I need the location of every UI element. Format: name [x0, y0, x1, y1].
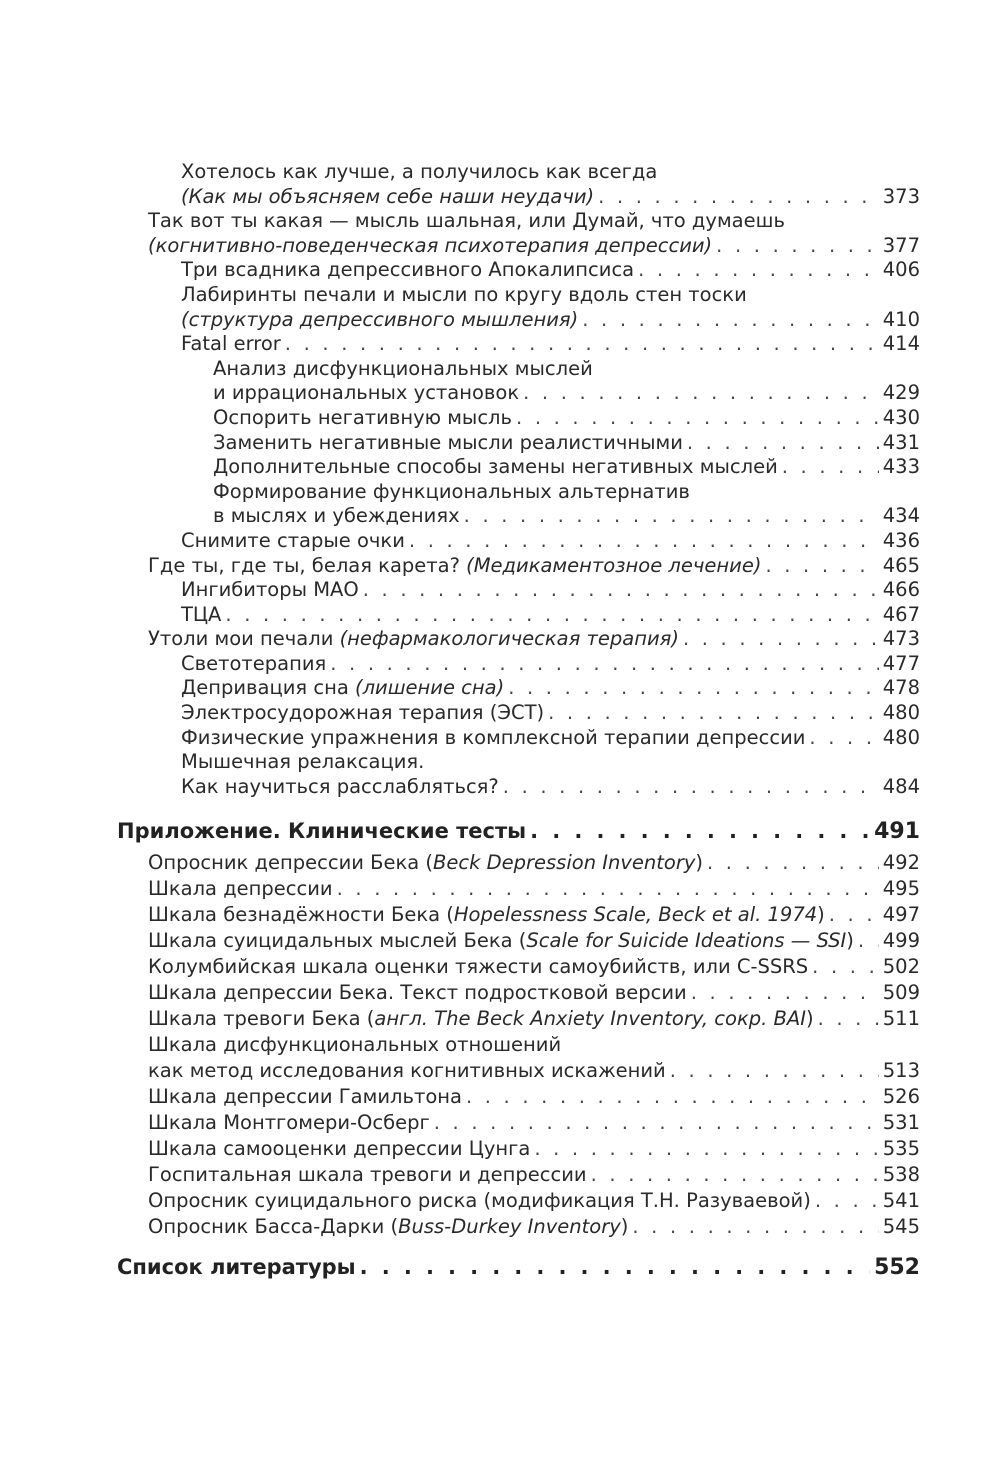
dot-leader	[330, 652, 879, 677]
toc-page-number: 509	[882, 981, 920, 1004]
dot-leader	[466, 1084, 879, 1110]
toc-entry	[0, 381, 1000, 406]
toc-page-number: 429	[882, 381, 920, 405]
toc-heading-title: Список литературы	[117, 1255, 356, 1279]
dot-leader	[523, 381, 879, 406]
toc-entry-title: Шкала депрессии Гамильтона	[148, 1085, 462, 1108]
toc-entry-subtitle: (Как мы объясняем себе наши неудачи)	[181, 184, 595, 208]
dot-leader	[508, 676, 879, 701]
toc-section-depression	[0, 160, 1000, 799]
toc-entry-title: Опросник депрессии Бека (Beck Depression Inventory)	[148, 851, 703, 874]
dot-leader	[691, 980, 879, 1006]
toc-entry	[0, 928, 1000, 954]
toc-entry-title: Снимите старые очки	[181, 528, 405, 552]
toc-entry	[0, 1214, 1000, 1240]
dot-leader	[530, 816, 870, 846]
dot-leader	[598, 185, 879, 210]
toc-entry-title: Так вот ты какая — мысль шальная, или Думай, что думаешь	[148, 209, 785, 233]
toc-entry-title: Оспорить негативную мысль	[213, 405, 513, 429]
toc-entry-title: Шкала тревоги Бека (англ. The Beck Anxiety Inventory, сокр. BAI)	[148, 1007, 814, 1030]
dot-leader	[716, 234, 879, 259]
toc-entry	[0, 1058, 1000, 1084]
toc-page-number: 526	[882, 1085, 920, 1108]
toc-entry-title: Лабиринты печали и мысли по кругу вдоль стен тоски	[181, 282, 747, 306]
toc-entry-title: Анализ дисфункциональных мыслей	[213, 356, 593, 380]
toc-entry-title: Шкала суицидальных мыслей Бека (Scale for Suicide Ideations — SSI)	[148, 929, 854, 952]
toc-page-number: 535	[882, 1137, 920, 1160]
toc-entry-title: Шкала Монтгомери-Осберг	[148, 1111, 430, 1134]
toc-entry	[0, 701, 1000, 726]
toc-entry	[0, 954, 1000, 980]
toc-entry	[0, 1188, 1000, 1214]
toc-entry-title: Где ты, где ты, белая карета? (Медикаментозное лечение)	[148, 553, 762, 577]
dot-leader	[360, 1252, 870, 1282]
dot-leader	[591, 1162, 879, 1188]
dot-leader	[582, 308, 879, 333]
toc-entry	[0, 627, 1000, 652]
dot-leader	[818, 1006, 879, 1032]
dot-leader	[363, 578, 879, 603]
dot-leader	[765, 554, 878, 579]
toc-entry	[0, 726, 1000, 751]
toc-entry-title: как метод исследования когнитивных искажений	[148, 1059, 666, 1082]
dot-leader	[687, 431, 879, 456]
toc-entry-title: Ингибиторы МАО	[181, 578, 359, 602]
dot-leader	[434, 1110, 879, 1136]
toc-entry-title: Колумбийская шкала оценки тяжести самоубийств, или C-SSRS	[148, 955, 809, 978]
toc-page-number: 511	[882, 1007, 920, 1030]
toc-entry	[0, 357, 1000, 382]
toc-entry-title: Мышечная релаксация.	[181, 750, 425, 774]
toc-heading-appendix	[0, 816, 1000, 846]
toc-page-number: 466	[882, 578, 920, 602]
dot-leader	[409, 529, 879, 554]
toc-entry-title: Как научиться расслабляться?	[181, 774, 499, 798]
dot-leader	[337, 876, 879, 902]
toc-page-number: 480	[882, 725, 920, 749]
toc-entry	[0, 603, 1000, 628]
toc-page-number: 480	[882, 701, 920, 725]
toc-entry-title: Шкала депрессии	[148, 877, 333, 900]
dot-leader	[225, 603, 878, 628]
toc-page-number: 430	[882, 405, 920, 429]
toc-page-number: 433	[882, 455, 920, 479]
toc-entry-subtitle: (когнитивно-поведенческая психотерапия депрессии)	[148, 233, 713, 257]
dot-leader	[707, 850, 879, 876]
toc-heading-title: Приложение. Клинические тесты	[117, 819, 527, 843]
toc-entry-title: Госпитальная шкала тревоги и депрессии	[148, 1163, 587, 1186]
toc-page-number: 541	[882, 1189, 920, 1212]
dot-leader	[534, 1136, 878, 1162]
toc-page-number: 431	[882, 430, 920, 454]
toc-entry	[0, 750, 1000, 775]
toc-page-number: 538	[882, 1163, 920, 1186]
toc-page-number: 410	[882, 307, 920, 331]
toc-entry	[0, 876, 1000, 902]
toc-entry	[0, 554, 1000, 579]
toc-entry	[0, 332, 1000, 357]
toc-entry	[0, 775, 1000, 800]
dot-leader	[858, 928, 879, 954]
toc-page-number: 502	[882, 955, 920, 978]
toc-page-number: 377	[882, 233, 920, 257]
dot-leader	[683, 627, 879, 652]
toc-entry-subtitle: (структура депрессивного мышления)	[181, 307, 579, 331]
dot-leader	[464, 504, 879, 529]
toc-entry	[0, 1162, 1000, 1188]
toc-page-number: 434	[882, 504, 920, 528]
toc-entry	[0, 1136, 1000, 1162]
toc-entry	[0, 185, 1000, 210]
toc-entry-title: Электросудорожная терапия (ЭСТ)	[181, 701, 545, 725]
toc-entry-title: Шкала самооценки депрессии Цунга	[148, 1137, 531, 1160]
toc-entry-title: Заменить негативные мысли реалистичными	[213, 430, 683, 454]
toc-entry-title: Светотерапия	[181, 651, 327, 675]
toc-page-number: 497	[882, 903, 920, 926]
toc-heading-bibliography	[0, 1252, 1000, 1282]
toc-entry-title: Fatal error	[181, 332, 281, 356]
dot-leader	[670, 1058, 879, 1084]
dot-leader	[815, 1188, 879, 1214]
toc-entry-title: Опросник суицидального риска (модификация Т.Н. Разуваевой)	[148, 1189, 811, 1212]
toc-page-number: 414	[882, 332, 920, 356]
toc-page-number: 465	[882, 553, 920, 577]
toc-entry	[0, 431, 1000, 456]
toc-entry	[0, 980, 1000, 1006]
toc-entry-title: Хотелось как лучше, а получилось как всегда	[181, 160, 658, 183]
toc-entry	[0, 676, 1000, 701]
toc-entry-title: Физические упражнения в комплексной терапии депрессии	[181, 725, 806, 749]
toc-entry	[0, 234, 1000, 259]
toc-entry	[0, 1110, 1000, 1136]
toc-entry-title: Формирование функциональных альтернатив	[213, 479, 690, 503]
toc-entry	[0, 529, 1000, 554]
toc-page-number: 495	[882, 877, 920, 900]
toc-page-number: 473	[882, 627, 920, 651]
dot-leader	[829, 902, 879, 928]
toc-entry-title: и иррациональных установок	[213, 381, 520, 405]
toc-entry-title: ТЦА	[181, 602, 222, 626]
toc-entry-title: Опросник Басса-Дарки (Buss-Durkey Inventory)	[148, 1215, 629, 1238]
toc-entry-title: в мыслях и убеждениях	[213, 504, 460, 528]
dot-leader	[285, 332, 879, 357]
toc-entry	[0, 308, 1000, 333]
dot-leader	[632, 1214, 878, 1240]
toc-entry	[0, 480, 1000, 505]
toc-entry-title: Шкала депрессии Бека. Текст подростковой версии	[148, 981, 687, 1004]
toc-entry	[0, 652, 1000, 677]
toc-section-bibliography	[0, 1252, 1000, 1282]
toc-entry	[0, 850, 1000, 876]
toc-entry	[0, 283, 1000, 308]
toc-page-number: 552	[874, 1255, 920, 1280]
toc-entry-title: Депривация сна (лишение сна)	[181, 676, 505, 700]
toc-page-number: 436	[882, 528, 920, 552]
dot-leader	[548, 701, 879, 726]
toc-entry	[0, 455, 1000, 480]
toc-entry-title: Утоли мои печали (нефармакологическая терапия)	[148, 627, 679, 651]
dot-leader	[503, 775, 879, 800]
toc-entry	[0, 1032, 1000, 1058]
dot-leader	[516, 406, 879, 431]
toc-page-number: 499	[882, 929, 920, 952]
toc-page-number: 545	[882, 1215, 920, 1238]
toc-entry-title: Дополнительные способы замены негативных мыслей	[213, 455, 778, 479]
toc-entry-title: Шкала безнадёжности Бека (Hopelessness Scale, Beck et al. 1974)	[148, 903, 825, 926]
toc-entry	[0, 1084, 1000, 1110]
dot-leader	[782, 455, 879, 480]
toc-page-number: 406	[882, 258, 920, 282]
toc-page-number: 491	[874, 819, 920, 844]
toc-page-number: 478	[882, 676, 920, 700]
toc-page-number: 513	[882, 1059, 920, 1082]
toc-entry	[0, 406, 1000, 431]
toc-section-appendix	[0, 816, 1000, 1240]
dot-leader	[638, 258, 879, 283]
toc-page-number: 531	[882, 1111, 920, 1134]
toc-entry-title: Шкала дисфункциональных отношений	[148, 1033, 562, 1056]
toc-entry	[0, 258, 1000, 283]
dot-leader	[812, 954, 879, 980]
toc-entry	[0, 160, 1000, 185]
toc-page-number: 492	[882, 851, 920, 874]
toc-entry-title: Три всадника депрессивного Апокалипсиса	[181, 258, 635, 282]
toc-entry	[0, 209, 1000, 234]
toc-page-number: 467	[882, 602, 920, 626]
toc-entry	[0, 902, 1000, 928]
toc-entry	[0, 504, 1000, 529]
toc-page-number: 373	[882, 184, 920, 208]
toc-page-number: 477	[882, 651, 920, 675]
toc-entry	[0, 578, 1000, 603]
dot-leader	[809, 726, 878, 751]
toc-entry	[0, 1006, 1000, 1032]
toc-page-number: 484	[882, 774, 920, 798]
